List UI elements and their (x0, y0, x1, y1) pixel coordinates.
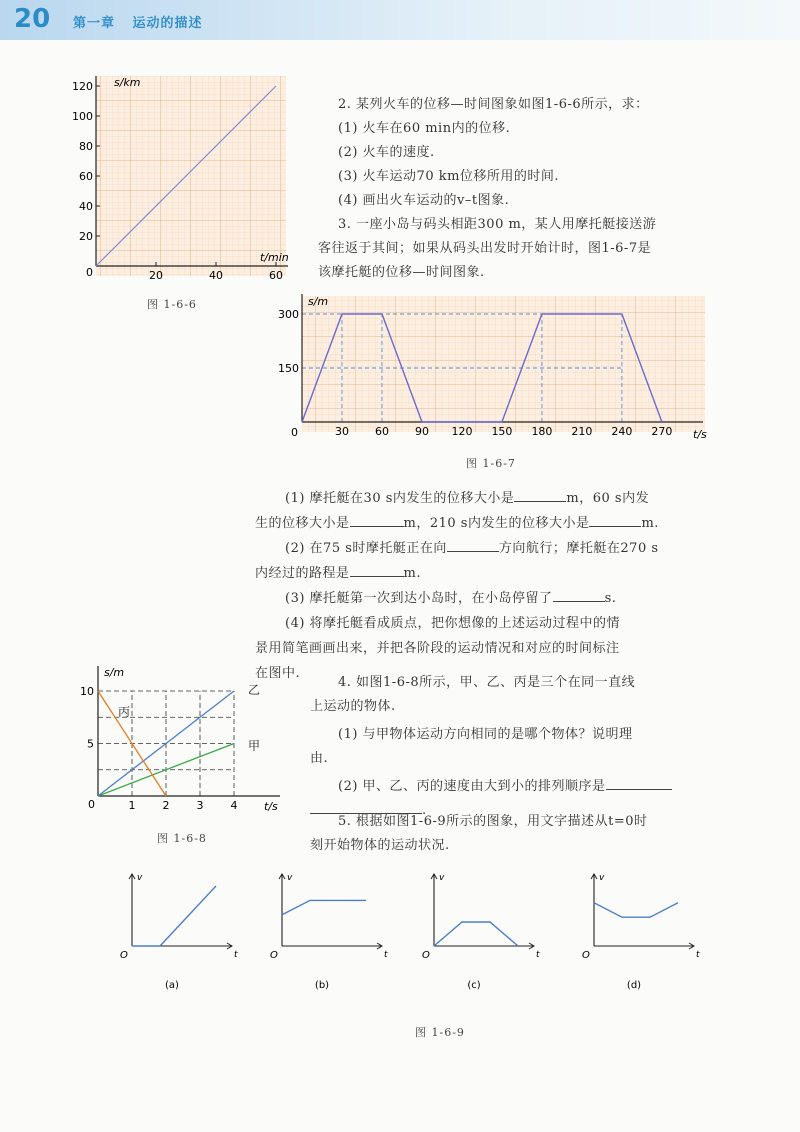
q4-intro-line-1: 4. 如图1-6-8所示，甲、乙、丙是三个在同一直线 (338, 675, 636, 690)
q4-part-1-line-2: 由. (310, 751, 329, 766)
label-jia: 甲 (248, 739, 261, 753)
x-tick-label: 30 (334, 425, 349, 438)
figure-1-6-8-caption: 图 1-6-8 (157, 832, 207, 845)
q4-intro-line-2: 上运动的物体. (310, 699, 396, 714)
x-tick-label: 40 (209, 269, 223, 282)
t-axis-label: t (384, 950, 388, 960)
v-axis-label: v (599, 873, 605, 883)
v-axis-label: v (137, 873, 143, 883)
q2-intro: 2. 某列火车的位移—时间图象如图1-6-6所示，求： (338, 97, 649, 112)
x-tick-label: 1 (128, 799, 136, 812)
figure-1-6-9-caption: 图 1-6-9 (415, 1026, 465, 1039)
answer-blank[interactable] (553, 587, 605, 602)
origin-label: O (120, 950, 128, 961)
y-axis-label: s/m (104, 666, 125, 679)
page-header (0, 0, 800, 40)
x-axis-label: t/min (260, 251, 289, 264)
chapter-title: 运动的描述 (132, 16, 203, 31)
x-tick-label: 180 (531, 425, 553, 438)
q3-part-4-line-2: 景用简笔画画出来，并把各阶段的运动情况和对应的时间标注 (255, 641, 620, 656)
q4-part-2-line-2: . (310, 799, 720, 823)
velocity-line (434, 922, 518, 946)
figure-1-6-9 (100, 862, 720, 997)
figure-1-6-8 (68, 660, 293, 820)
chapter-number: 第一章 (73, 16, 116, 31)
q3-part-1-line-2: 生的位移大小是 m，210 s内发生的位移大小是 m. (255, 511, 715, 536)
q5-line-1: 5. 根据如图1-6-9所示的图象，用文字描述从t=0时 (338, 814, 648, 829)
y-tick-label: 20 (79, 230, 93, 243)
y-tick-label: 10 (80, 685, 94, 698)
t-axis-label: t (696, 950, 700, 960)
origin-label: O (270, 950, 278, 961)
question-4 (310, 671, 720, 823)
question-3-parts (255, 486, 715, 686)
y-tick-label: 60 (79, 170, 93, 183)
y-tick-label: 300 (278, 308, 299, 321)
x-tick-label: 60 (374, 425, 389, 438)
x-tick-label: 240 (611, 425, 633, 438)
x-tick-label: 210 (571, 425, 593, 438)
y-tick-label: 80 (79, 140, 93, 153)
question-2 (338, 93, 758, 213)
q4-part-1-line-1: (1) 与甲物体运动方向相同的是哪个物体？说明理 (338, 727, 633, 742)
answer-blank[interactable] (514, 487, 566, 502)
panel-c (422, 873, 540, 991)
panel-label: (b) (314, 980, 330, 991)
panel-label: (c) (467, 980, 481, 991)
q2-item-4: (4) 画出火车运动的v–t图象. (338, 193, 510, 208)
v-axis-label: v (287, 873, 293, 883)
q5-line-2: 刻开始物体的运动状况. (310, 838, 450, 853)
origin-label: 0 (291, 426, 298, 439)
x-tick-label: 2 (162, 799, 170, 812)
q3-intro-line-2: 客往返于其间；如果从码头出发时开始计时，图1-6-7是 (318, 241, 652, 256)
answer-blank[interactable] (447, 537, 499, 552)
grid-lines (302, 296, 705, 432)
label-bing: 丙 (118, 705, 131, 719)
label-yi: 乙 (248, 683, 261, 697)
t-axis-label: t (536, 950, 540, 960)
answer-blank[interactable] (350, 512, 404, 527)
v-axis-label: v (439, 873, 445, 883)
answer-blank[interactable] (606, 775, 672, 790)
origin-label: O (422, 950, 430, 961)
q3-part-3: (3) 摩托艇第一次到达小岛时，在小岛停留了 s. (255, 586, 715, 611)
q3-intro-line-1: 3. 一座小岛与码头相距300 m，某人用摩托艇接送游 (338, 217, 657, 232)
x-tick-label: 20 (149, 269, 163, 282)
answer-blank[interactable] (350, 562, 404, 577)
x-tick-label: 60 (269, 269, 283, 282)
grid-lines (96, 76, 286, 276)
x-tick-label: 270 (651, 425, 673, 438)
x-tick-label: 120 (451, 425, 473, 438)
origin-label: O (582, 950, 590, 961)
t-axis-label: t (234, 950, 238, 960)
y-tick-label: 150 (278, 362, 299, 375)
y-axis-label: s/km (114, 76, 141, 89)
origin-label: 0 (88, 798, 95, 811)
q3-part-2-line-2: 内经过的路程是 m. (255, 561, 715, 586)
q4-part-2-line-1: (2) 甲、乙、丙的速度由大到小的排列顺序是 (310, 775, 720, 799)
q2-item-3: (3) 火车运动70 km位移所用的时间. (338, 169, 560, 184)
panel-label: (d) (626, 980, 642, 991)
q3-part-1-line-1: (1) 摩托艇在30 s内发生的位移大小是 m，60 s内发 (255, 486, 715, 511)
x-axis-label: t/s (693, 428, 707, 441)
x-tick-label: 90 (414, 425, 429, 438)
y-axis-label: s/m (308, 295, 329, 308)
y-tick-label: 40 (79, 200, 93, 213)
q3-part-4-line-1: (4) 将摩托艇看成质点，把你想像的上述运动过程中的情 (285, 616, 621, 631)
question-3-intro (318, 213, 758, 285)
q2-item-1: (1) 火车在60 min内的位移. (338, 121, 511, 136)
answer-blank[interactable] (589, 512, 641, 527)
x-axis-label: t/s (264, 800, 278, 813)
y-tick-label: 5 (87, 737, 94, 751)
velocity-line (594, 903, 678, 917)
origin-label: 0 (86, 266, 93, 279)
velocity-line (282, 900, 366, 914)
q3-part-4-line-3: 在图中. (255, 666, 301, 681)
chapter-heading (73, 12, 215, 31)
q3-intro-line-3: 该摩托艇的位移—时间图象. (318, 265, 485, 280)
panel-a (120, 873, 238, 991)
q2-item-2: (2) 火车的速度. (338, 145, 435, 160)
page-number: 20 (14, 4, 51, 34)
panel-b (270, 873, 388, 991)
y-tick-label: 120 (72, 80, 93, 93)
panel-d (582, 873, 700, 991)
figure-1-6-7 (275, 288, 720, 448)
figure-1-6-6-caption: 图 1-6-6 (147, 298, 197, 311)
y-tick-label: 100 (72, 110, 93, 123)
question-5 (310, 810, 730, 858)
q3-part-2-line-1: (2) 在75 s时摩托艇正在向 方向航行；摩托艇在270 s (255, 536, 715, 561)
panel-label: (a) (165, 980, 179, 991)
figure-1-6-6 (70, 70, 300, 290)
x-tick-label: 4 (230, 799, 238, 812)
figure-1-6-7-caption: 图 1-6-7 (466, 457, 516, 470)
x-tick-label: 150 (491, 425, 513, 438)
x-tick-label: 3 (196, 799, 204, 812)
velocity-line (132, 886, 216, 946)
